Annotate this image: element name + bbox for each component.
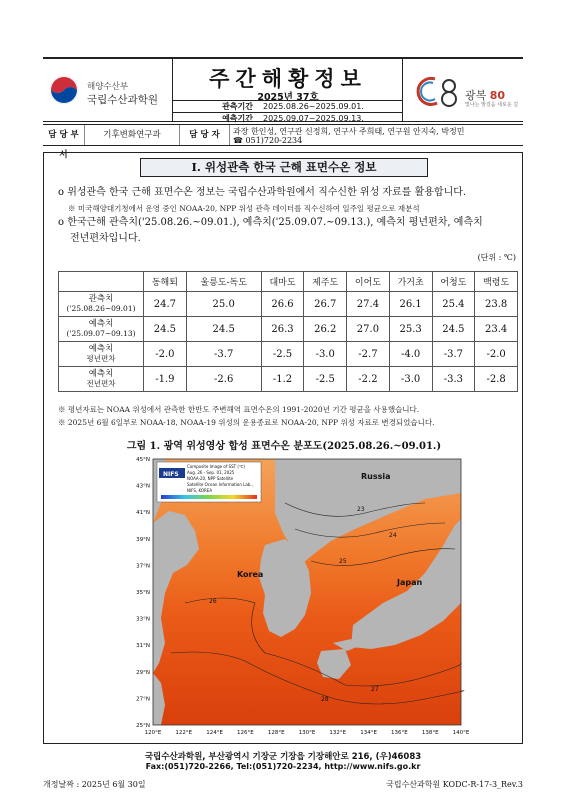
- row-label-main: 관측치: [88, 294, 114, 304]
- footer-contact: Fax:(051)720-2266, Tel:(051)720-2234, http://www.nifs.go.kr: [145, 762, 421, 771]
- table-cell: -2.7: [347, 342, 390, 367]
- table-cell: 24.5: [144, 317, 187, 342]
- contour-label: 27: [371, 686, 379, 693]
- longitude-label: 126°E: [237, 730, 254, 736]
- observation-label: 관측기간: [173, 101, 257, 113]
- table-cell: -2.0: [144, 342, 187, 367]
- table-header: 대마도: [261, 272, 304, 292]
- table-row: [59, 342, 518, 367]
- table-cell: -2.8: [475, 367, 518, 392]
- brand-slogan: 빛나는 발걸음 새로운 길: [465, 102, 519, 108]
- table-cell: -3.0: [304, 342, 347, 367]
- manager-names: 과장 한인성, 연구관 신정희, 연구사 주희태, 연구원 안지숙, 박정민: [233, 127, 465, 136]
- table-cell: 26.1: [389, 292, 432, 317]
- table-header: 이어도: [347, 272, 390, 292]
- table-cell: 24.7: [144, 292, 187, 317]
- period-table: [173, 100, 402, 124]
- table-header: 울릉도-독도: [186, 272, 261, 292]
- latitude-label: 33°N: [136, 616, 150, 623]
- figure-caption: 그림 1. 광역 위성영상 합성 표면수온 분포도(2025.08.26.~09.01.): [126, 441, 442, 452]
- sst-table: [58, 271, 518, 392]
- table-cell: -2.0: [475, 342, 518, 367]
- longitude-label: 124°E: [206, 730, 223, 736]
- contour-label: 26: [209, 598, 217, 605]
- latitude-label: 31°N: [136, 643, 150, 650]
- latitude-labels: [136, 457, 150, 729]
- table-header: 가거초: [389, 272, 432, 292]
- government-emblem-icon: [49, 75, 79, 105]
- manager-label: 담 당 자: [180, 125, 230, 145]
- note-satellite-change: ※ 2025년 6월 6일부로 NOAA-18, NOAA-19 위성의 운용종료로 NOAA-20, NPP 위성 자료로 변경되었습니다.: [58, 418, 435, 427]
- latitude-label: 39°N: [136, 536, 150, 543]
- row-label-main: 예측치: [88, 369, 114, 379]
- table-cell: -3.0: [389, 367, 432, 392]
- title-block: [173, 59, 403, 122]
- table-cell: 23.4: [475, 317, 518, 342]
- bullet-satellite-info: o 위성관측 한국 근해 표면수온 정보는 국립수산과학원에서 직수신한 위성 자료를 활용합니다.: [58, 187, 467, 198]
- longitude-label: 132°E: [329, 730, 347, 736]
- latitude-label: 29°N: [136, 669, 150, 676]
- latitude-label: 37°N: [136, 563, 150, 570]
- longitude-label: 134°E: [360, 730, 377, 736]
- longitude-label: 120°E: [144, 730, 162, 736]
- footer-address: 국립수산과학원, 부산광역시 기장군 기장읍 기장해안로 216, (우)46083: [144, 752, 422, 762]
- legend-logo-text: NIFS: [163, 471, 179, 478]
- org-name: 국립수산과학원: [87, 94, 159, 106]
- map-legend: [157, 462, 261, 502]
- row-label-sub: 평년편차: [86, 354, 116, 363]
- table-row: [59, 292, 518, 317]
- document-code: 국립수산과학원 KODC-R-17-3_Rev.3: [386, 780, 523, 789]
- row-label: [59, 367, 144, 392]
- longitude-labels: [145, 730, 470, 736]
- longitude-label: 138°E: [421, 730, 439, 736]
- table-cell: -3.3: [432, 367, 475, 392]
- legend-title: Composite Image of SST (℃): [187, 464, 245, 469]
- table-header: 제주도: [304, 272, 347, 292]
- table-cell: 26.7: [304, 292, 347, 317]
- bullet-summary-line2: 전년편차입니다.: [70, 233, 141, 244]
- row-label: [59, 317, 144, 342]
- latitude-label: 41°N: [136, 510, 150, 517]
- table-header: [59, 272, 144, 292]
- sst-map: [125, 453, 470, 741]
- table-header: 백령도: [475, 272, 518, 292]
- publication-title: 주간해황정보: [209, 67, 367, 91]
- contour-label: 24: [389, 532, 397, 539]
- row-label-sub: 전년편차: [86, 379, 116, 388]
- label-japan: Japan: [397, 578, 423, 587]
- longitude-label: 130°E: [298, 730, 316, 736]
- table-cell: -1.2: [261, 367, 304, 392]
- issue-number: 2025년 37호: [257, 92, 319, 103]
- table-cell: 27.4: [347, 292, 390, 317]
- department-value: 기후변화연구과: [85, 125, 180, 145]
- contour-label: 25: [339, 558, 347, 565]
- row-label-main: 예측치: [88, 319, 114, 329]
- latitude-label: 35°N: [136, 590, 150, 596]
- revision-date: 개정날짜 : 2025년 6월 30일: [43, 780, 146, 789]
- label-russia: Russia: [361, 472, 391, 481]
- table-cell: -2.5: [304, 367, 347, 392]
- table-cell: -2.6: [186, 367, 261, 392]
- table-cell: 26.3: [261, 317, 304, 342]
- table-cell: 25.3: [389, 317, 432, 342]
- legend-institution: NIFS, KOREA: [187, 488, 213, 493]
- note-satellite-source: ※ 미국해양대기청에서 운영 중인 NOAA-20, NPP 위성 관측 데이터를 직수신하여 일주일 평균으로 재분석: [68, 204, 420, 213]
- table-cell: -1.9: [144, 367, 187, 392]
- department-row: [43, 124, 523, 160]
- forecast-label: 예측기간: [173, 113, 257, 125]
- legend-colorbar: [161, 495, 257, 499]
- legend-source: NOAA-20, NPP Satellite: [187, 476, 234, 481]
- org-parent-name: 해양수산부: [87, 82, 129, 92]
- contour-label: 28: [321, 696, 329, 703]
- observation-value: 2025.08.26~2025.09.01.: [257, 101, 402, 113]
- manager-phone: ☎ 051)720-2234: [233, 136, 303, 145]
- legend-center: Satellite Ocean Information Lab.,: [187, 482, 253, 487]
- table-cell: -3.7: [186, 342, 261, 367]
- longitude-label: 136°E: [391, 730, 408, 736]
- note-normal-period: ※ 평년자료는 NOAA 위성에서 관측한 한반도 주변해역 표면수온의 1991-2020년 기간 평균을 사용했습니다.: [58, 405, 420, 414]
- row-label: [59, 342, 144, 367]
- forecast-value: 2025.09.07~2025.09.13.: [257, 113, 402, 125]
- table-header: 동해퇴: [144, 272, 187, 292]
- row-label-sub: ('25.09.07~09.13): [66, 329, 136, 338]
- latitude-label: 27°N: [136, 696, 150, 703]
- contour-label: 23: [357, 506, 365, 513]
- department-label: 담 당 부 서: [43, 125, 85, 145]
- document-header: [43, 57, 523, 122]
- table-cell: 25.4: [432, 292, 475, 317]
- table-cell: 23.8: [475, 292, 518, 317]
- section-title: I. 위성관측 한국 근해 표면수온 정보: [140, 158, 428, 177]
- latitude-label: 45°N: [136, 457, 150, 463]
- unit-label: (단위 : ℃): [477, 253, 516, 262]
- table-cell: 24.5: [432, 317, 475, 342]
- table-header-row: [59, 272, 518, 292]
- table-cell: 27.0: [347, 317, 390, 342]
- row-label-main: 예측치: [88, 344, 114, 354]
- org-block: [43, 59, 173, 122]
- table-header: 어청도: [432, 272, 475, 292]
- label-korea: Korea: [237, 570, 264, 579]
- main-content: [43, 152, 523, 744]
- liberation-80-logo-icon: [415, 75, 461, 109]
- table-row: [59, 367, 518, 392]
- legend-period: Aug. 26 - Sep. 01, 2025: [187, 470, 235, 475]
- brand-name-text: 광복: [465, 89, 487, 102]
- table-cell: -2.2: [347, 367, 390, 392]
- table-row: [59, 317, 518, 342]
- table-cell: -4.0: [389, 342, 432, 367]
- longitude-label: 140°E: [452, 730, 470, 736]
- table-cell: 25.0: [186, 292, 261, 317]
- table-cell: -2.5: [261, 342, 304, 367]
- bullet-summary-line1: o 한국근해 관측치('25.08.26.~09.01.), 예측치('25.09.07.~09.13.), 예측치 평년편차, 예측치: [58, 217, 483, 228]
- brand-number: 80: [489, 89, 506, 102]
- table-cell: 26.6: [261, 292, 304, 317]
- latitude-label: 25°N: [136, 723, 150, 729]
- brand-block: [403, 59, 523, 122]
- row-label: [59, 292, 144, 317]
- row-label-sub: ('25.08.26~09.01): [66, 304, 136, 313]
- longitude-label: 122°E: [175, 730, 193, 736]
- latitude-label: 43°N: [136, 483, 150, 490]
- longitude-label: 128°E: [267, 730, 285, 736]
- table-cell: -3.7: [432, 342, 475, 367]
- table-cell: 26.2: [304, 317, 347, 342]
- table-cell: 24.5: [186, 317, 261, 342]
